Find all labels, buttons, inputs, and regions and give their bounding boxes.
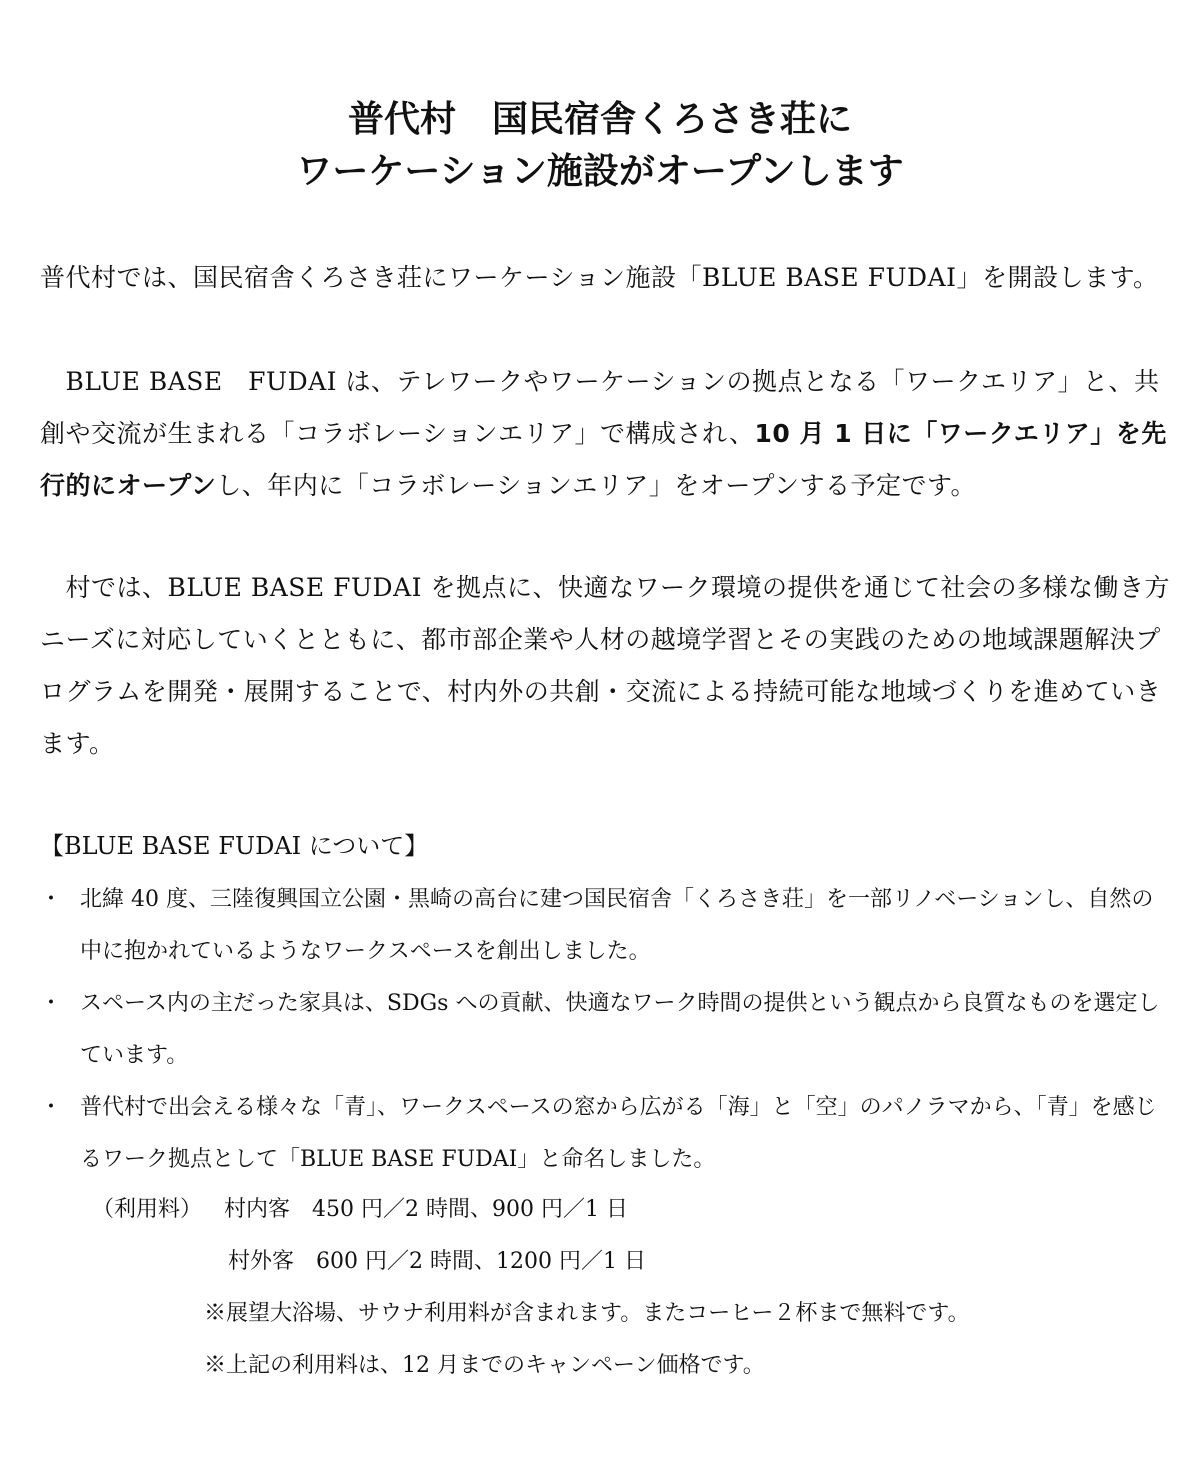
title-line-1: 普代村 国民宿舎くろさき荘に (347, 99, 852, 140)
fee-note-row-1 (0, 1288, 1200, 1340)
fee-label: （利用料） (92, 1197, 203, 1222)
bullet-mark: ・ (40, 1095, 63, 1120)
fee-row-nonresident (0, 1236, 1200, 1288)
feature-list (0, 874, 1200, 1186)
list-item-text: 北緯 40 度、三陸復興国立公園・黒崎の高台に建つ国民宿舎「くろさき荘」を一部リノベーションし、自然の中に抱かれているようなワークスペースを創出しました。 (80, 887, 1154, 964)
list-item (0, 978, 1170, 1082)
fee-note-2: ※上記の利用料は、12 月までのキャンペーン価格です。 (204, 1353, 765, 1378)
intro-paragraph: 普代村では、国民宿舎くろさき荘にワーケーション施設「BLUE BASE FUDAI」を開設します。 (40, 263, 1159, 292)
title-line-2: ワーケーション施設がオープンします (296, 151, 904, 192)
opening-date-highlight: 10 月 1 日に「ワークエリア」を先行的にオープン (40, 419, 1167, 500)
work-area-text-2: し、年内に「コラボレーションエリア」をオープンする予定です。 (216, 471, 977, 500)
section-heading: 【BLUE BASE FUDAI について】 (40, 832, 429, 860)
fee-note-row-2 (0, 1340, 1200, 1392)
fee-nonresident: 村外客 600 円／2 時間、1200 円／1 日 (228, 1249, 646, 1274)
fee-row-resident (0, 1184, 1200, 1236)
list-item (0, 1082, 1170, 1186)
bullet-mark: ・ (40, 991, 63, 1016)
bullet-mark: ・ (40, 887, 63, 912)
fee-block (0, 1184, 1200, 1392)
fee-resident: 村内客 450 円／2 時間、900 円／1 日 (224, 1197, 628, 1222)
work-area-paragraph (40, 356, 1170, 512)
work-area-text-1: BLUE BASE FUDAI は、テレワークやワーケーションの拠点となる「ワークエリア」と、共創や交流が生まれる「コラボレーションエリア」で構成され、 (40, 367, 1160, 448)
list-item (0, 874, 1170, 978)
fee-note-1: ※展望大浴場、サウナ利用料が含まれます。またコーヒー２杯まで無料です。 (204, 1301, 970, 1326)
list-item-text: 普代村で出会える様々な「青」、ワークスペースの窓から広がる「海」と「空」のパノラマから、「青」を感じるワーク拠点として「BLUE BASE FUDAI」と命名しました。 (80, 1095, 1157, 1172)
village-vision-paragraph: 村では、BLUE BASE FUDAI を拠点に、快適なワーク環境の提供を通じて社会の多様な働き方ニーズに対応していくとともに、都市部企業や人材の越境学習とその実践のための地域課題解決プログラムを開発・展開することで、村内外の共創・交流による持続可能な地域づくりを進めていきます。 (40, 573, 1170, 758)
list-item-text: スペース内の主だった家具は、SDGs への貢献、快適なワーク時間の提供という観点から良質なものを選定しています。 (80, 991, 1160, 1068)
